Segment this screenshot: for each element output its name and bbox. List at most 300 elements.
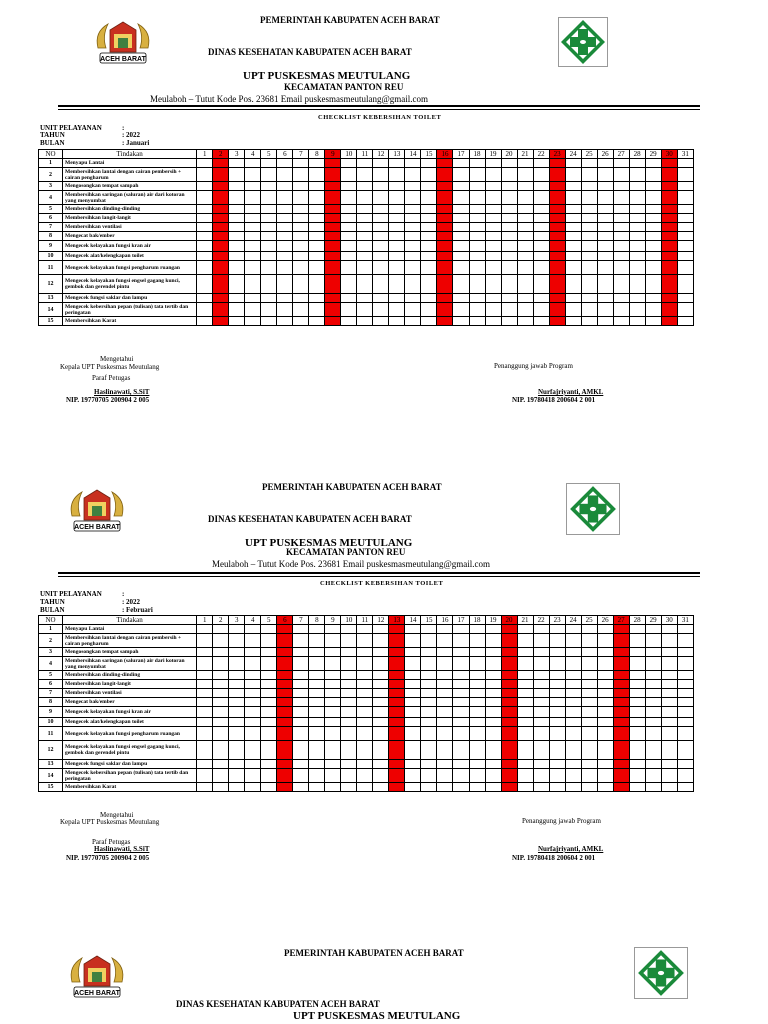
check-cell[interactable] [293, 671, 309, 680]
check-cell[interactable] [517, 275, 533, 294]
check-cell[interactable] [469, 689, 485, 698]
check-cell[interactable] [357, 727, 373, 741]
check-cell[interactable] [565, 741, 581, 760]
check-cell[interactable] [437, 294, 453, 303]
check-cell[interactable] [357, 214, 373, 223]
check-cell[interactable] [453, 191, 469, 205]
check-cell[interactable] [533, 625, 549, 634]
check-cell[interactable] [437, 168, 453, 182]
check-cell[interactable] [453, 698, 469, 707]
check-cell[interactable] [357, 634, 373, 648]
check-cell[interactable] [485, 232, 501, 241]
check-cell[interactable] [645, 727, 661, 741]
check-cell[interactable] [549, 741, 565, 760]
check-cell[interactable] [261, 625, 277, 634]
check-cell[interactable] [453, 634, 469, 648]
check-cell[interactable] [453, 680, 469, 689]
check-cell[interactable] [453, 671, 469, 680]
check-cell[interactable] [453, 232, 469, 241]
check-cell[interactable] [293, 159, 309, 168]
check-cell[interactable] [245, 698, 261, 707]
check-cell[interactable] [229, 159, 245, 168]
check-cell[interactable] [293, 657, 309, 671]
check-cell[interactable] [645, 625, 661, 634]
check-cell[interactable] [613, 698, 629, 707]
check-cell[interactable] [341, 223, 357, 232]
check-cell[interactable] [341, 317, 357, 326]
check-cell[interactable] [469, 741, 485, 760]
check-cell[interactable] [309, 634, 325, 648]
check-cell[interactable] [357, 689, 373, 698]
check-cell[interactable] [613, 760, 629, 769]
check-cell[interactable] [293, 689, 309, 698]
check-cell[interactable] [645, 741, 661, 760]
check-cell[interactable] [261, 275, 277, 294]
check-cell[interactable] [517, 168, 533, 182]
check-cell[interactable] [213, 252, 229, 261]
check-cell[interactable] [277, 648, 293, 657]
check-cell[interactable] [277, 680, 293, 689]
check-cell[interactable] [661, 718, 677, 727]
check-cell[interactable] [597, 689, 613, 698]
check-cell[interactable] [453, 205, 469, 214]
check-cell[interactable] [629, 191, 645, 205]
check-cell[interactable] [293, 648, 309, 657]
check-cell[interactable] [485, 261, 501, 275]
check-cell[interactable] [309, 294, 325, 303]
check-cell[interactable] [293, 698, 309, 707]
check-cell[interactable] [389, 214, 405, 223]
check-cell[interactable] [357, 648, 373, 657]
check-cell[interactable] [629, 680, 645, 689]
check-cell[interactable] [581, 698, 597, 707]
check-cell[interactable] [645, 689, 661, 698]
check-cell[interactable] [389, 689, 405, 698]
check-cell[interactable] [453, 741, 469, 760]
check-cell[interactable] [341, 648, 357, 657]
check-cell[interactable] [549, 303, 565, 317]
check-cell[interactable] [645, 294, 661, 303]
check-cell[interactable] [197, 634, 213, 648]
check-cell[interactable] [597, 223, 613, 232]
check-cell[interactable] [549, 657, 565, 671]
check-cell[interactable] [597, 625, 613, 634]
check-cell[interactable] [517, 241, 533, 252]
check-cell[interactable] [485, 727, 501, 741]
check-cell[interactable] [549, 191, 565, 205]
check-cell[interactable] [661, 261, 677, 275]
check-cell[interactable] [261, 648, 277, 657]
check-cell[interactable] [581, 317, 597, 326]
check-cell[interactable] [501, 275, 517, 294]
check-cell[interactable] [549, 783, 565, 792]
check-cell[interactable] [597, 648, 613, 657]
check-cell[interactable] [261, 223, 277, 232]
check-cell[interactable] [517, 252, 533, 261]
check-cell[interactable] [325, 317, 341, 326]
check-cell[interactable] [469, 657, 485, 671]
check-cell[interactable] [389, 159, 405, 168]
check-cell[interactable] [341, 252, 357, 261]
check-cell[interactable] [421, 671, 437, 680]
check-cell[interactable] [597, 727, 613, 741]
check-cell[interactable] [581, 657, 597, 671]
check-cell[interactable] [309, 707, 325, 718]
check-cell[interactable] [245, 671, 261, 680]
check-cell[interactable] [405, 769, 421, 783]
check-cell[interactable] [549, 182, 565, 191]
check-cell[interactable] [421, 261, 437, 275]
check-cell[interactable] [277, 760, 293, 769]
check-cell[interactable] [277, 223, 293, 232]
check-cell[interactable] [309, 698, 325, 707]
check-cell[interactable] [565, 625, 581, 634]
check-cell[interactable] [293, 252, 309, 261]
check-cell[interactable] [421, 168, 437, 182]
check-cell[interactable] [405, 727, 421, 741]
check-cell[interactable] [373, 182, 389, 191]
check-cell[interactable] [197, 718, 213, 727]
check-cell[interactable] [277, 252, 293, 261]
check-cell[interactable] [645, 680, 661, 689]
check-cell[interactable] [453, 214, 469, 223]
check-cell[interactable] [677, 261, 693, 275]
check-cell[interactable] [261, 261, 277, 275]
check-cell[interactable] [453, 769, 469, 783]
check-cell[interactable] [677, 159, 693, 168]
check-cell[interactable] [197, 191, 213, 205]
check-cell[interactable] [229, 680, 245, 689]
check-cell[interactable] [645, 159, 661, 168]
check-cell[interactable] [405, 241, 421, 252]
check-cell[interactable] [357, 182, 373, 191]
check-cell[interactable] [565, 680, 581, 689]
check-cell[interactable] [565, 168, 581, 182]
check-cell[interactable] [373, 168, 389, 182]
check-cell[interactable] [277, 634, 293, 648]
check-cell[interactable] [533, 783, 549, 792]
check-cell[interactable] [581, 718, 597, 727]
check-cell[interactable] [261, 205, 277, 214]
check-cell[interactable] [389, 303, 405, 317]
check-cell[interactable] [453, 159, 469, 168]
check-cell[interactable] [437, 205, 453, 214]
check-cell[interactable] [613, 223, 629, 232]
check-cell[interactable] [485, 689, 501, 698]
check-cell[interactable] [613, 741, 629, 760]
check-cell[interactable] [581, 261, 597, 275]
check-cell[interactable] [517, 261, 533, 275]
check-cell[interactable] [229, 671, 245, 680]
check-cell[interactable] [437, 760, 453, 769]
check-cell[interactable] [261, 317, 277, 326]
check-cell[interactable] [197, 182, 213, 191]
check-cell[interactable] [677, 741, 693, 760]
check-cell[interactable] [581, 294, 597, 303]
check-cell[interactable] [197, 275, 213, 294]
check-cell[interactable] [405, 159, 421, 168]
check-cell[interactable] [565, 205, 581, 214]
check-cell[interactable] [549, 261, 565, 275]
check-cell[interactable] [517, 671, 533, 680]
check-cell[interactable] [437, 232, 453, 241]
check-cell[interactable] [261, 718, 277, 727]
check-cell[interactable] [469, 760, 485, 769]
check-cell[interactable] [613, 689, 629, 698]
check-cell[interactable] [261, 294, 277, 303]
check-cell[interactable] [405, 223, 421, 232]
check-cell[interactable] [325, 303, 341, 317]
check-cell[interactable] [645, 205, 661, 214]
check-cell[interactable] [389, 727, 405, 741]
check-cell[interactable] [661, 182, 677, 191]
check-cell[interactable] [469, 205, 485, 214]
check-cell[interactable] [597, 191, 613, 205]
check-cell[interactable] [405, 634, 421, 648]
check-cell[interactable] [261, 159, 277, 168]
check-cell[interactable] [677, 648, 693, 657]
check-cell[interactable] [485, 294, 501, 303]
check-cell[interactable] [437, 689, 453, 698]
check-cell[interactable] [437, 769, 453, 783]
check-cell[interactable] [437, 317, 453, 326]
check-cell[interactable] [661, 214, 677, 223]
check-cell[interactable] [229, 223, 245, 232]
check-cell[interactable] [581, 232, 597, 241]
check-cell[interactable] [357, 718, 373, 727]
check-cell[interactable] [277, 294, 293, 303]
check-cell[interactable] [485, 769, 501, 783]
check-cell[interactable] [501, 760, 517, 769]
check-cell[interactable] [389, 680, 405, 689]
check-cell[interactable] [533, 657, 549, 671]
check-cell[interactable] [325, 261, 341, 275]
check-cell[interactable] [533, 252, 549, 261]
check-cell[interactable] [309, 727, 325, 741]
check-cell[interactable] [629, 294, 645, 303]
check-cell[interactable] [277, 241, 293, 252]
check-cell[interactable] [197, 232, 213, 241]
check-cell[interactable] [533, 671, 549, 680]
check-cell[interactable] [517, 634, 533, 648]
check-cell[interactable] [357, 205, 373, 214]
check-cell[interactable] [533, 205, 549, 214]
check-cell[interactable] [277, 205, 293, 214]
check-cell[interactable] [661, 769, 677, 783]
check-cell[interactable] [277, 718, 293, 727]
check-cell[interactable] [325, 741, 341, 760]
check-cell[interactable] [661, 783, 677, 792]
check-cell[interactable] [613, 294, 629, 303]
check-cell[interactable] [341, 718, 357, 727]
check-cell[interactable] [677, 680, 693, 689]
check-cell[interactable] [517, 191, 533, 205]
check-cell[interactable] [661, 625, 677, 634]
check-cell[interactable] [373, 294, 389, 303]
check-cell[interactable] [405, 317, 421, 326]
check-cell[interactable] [645, 261, 661, 275]
check-cell[interactable] [517, 718, 533, 727]
check-cell[interactable] [533, 648, 549, 657]
check-cell[interactable] [389, 783, 405, 792]
check-cell[interactable] [309, 182, 325, 191]
check-cell[interactable] [325, 718, 341, 727]
check-cell[interactable] [629, 182, 645, 191]
check-cell[interactable] [613, 680, 629, 689]
check-cell[interactable] [613, 182, 629, 191]
check-cell[interactable] [389, 769, 405, 783]
check-cell[interactable] [661, 159, 677, 168]
check-cell[interactable] [533, 698, 549, 707]
check-cell[interactable] [309, 191, 325, 205]
check-cell[interactable] [261, 232, 277, 241]
check-cell[interactable] [213, 689, 229, 698]
check-cell[interactable] [501, 168, 517, 182]
check-cell[interactable] [581, 223, 597, 232]
check-cell[interactable] [309, 657, 325, 671]
check-cell[interactable] [261, 769, 277, 783]
check-cell[interactable] [373, 689, 389, 698]
check-cell[interactable] [245, 205, 261, 214]
check-cell[interactable] [469, 625, 485, 634]
check-cell[interactable] [197, 648, 213, 657]
check-cell[interactable] [565, 783, 581, 792]
check-cell[interactable] [213, 783, 229, 792]
check-cell[interactable] [357, 159, 373, 168]
check-cell[interactable] [485, 252, 501, 261]
check-cell[interactable] [517, 182, 533, 191]
check-cell[interactable] [597, 680, 613, 689]
check-cell[interactable] [565, 634, 581, 648]
check-cell[interactable] [341, 182, 357, 191]
check-cell[interactable] [309, 689, 325, 698]
check-cell[interactable] [325, 760, 341, 769]
check-cell[interactable] [405, 232, 421, 241]
check-cell[interactable] [613, 727, 629, 741]
check-cell[interactable] [533, 223, 549, 232]
check-cell[interactable] [661, 232, 677, 241]
check-cell[interactable] [213, 671, 229, 680]
check-cell[interactable] [341, 769, 357, 783]
check-cell[interactable] [389, 760, 405, 769]
check-cell[interactable] [485, 214, 501, 223]
check-cell[interactable] [309, 760, 325, 769]
check-cell[interactable] [421, 698, 437, 707]
check-cell[interactable] [485, 634, 501, 648]
check-cell[interactable] [565, 232, 581, 241]
check-cell[interactable] [581, 303, 597, 317]
check-cell[interactable] [613, 634, 629, 648]
check-cell[interactable] [229, 727, 245, 741]
check-cell[interactable] [565, 648, 581, 657]
check-cell[interactable] [229, 191, 245, 205]
check-cell[interactable] [453, 783, 469, 792]
check-cell[interactable] [389, 648, 405, 657]
check-cell[interactable] [421, 634, 437, 648]
check-cell[interactable] [421, 769, 437, 783]
check-cell[interactable] [533, 214, 549, 223]
check-cell[interactable] [517, 205, 533, 214]
check-cell[interactable] [293, 223, 309, 232]
check-cell[interactable] [325, 232, 341, 241]
check-cell[interactable] [469, 214, 485, 223]
check-cell[interactable] [469, 191, 485, 205]
check-cell[interactable] [245, 648, 261, 657]
check-cell[interactable] [629, 261, 645, 275]
check-cell[interactable] [389, 191, 405, 205]
check-cell[interactable] [581, 275, 597, 294]
check-cell[interactable] [645, 168, 661, 182]
check-cell[interactable] [629, 317, 645, 326]
check-cell[interactable] [325, 275, 341, 294]
check-cell[interactable] [229, 168, 245, 182]
check-cell[interactable] [229, 634, 245, 648]
check-cell[interactable] [565, 760, 581, 769]
check-cell[interactable] [229, 657, 245, 671]
check-cell[interactable] [357, 191, 373, 205]
check-cell[interactable] [405, 648, 421, 657]
check-cell[interactable] [517, 760, 533, 769]
check-cell[interactable] [373, 657, 389, 671]
check-cell[interactable] [389, 275, 405, 294]
check-cell[interactable] [421, 275, 437, 294]
check-cell[interactable] [213, 760, 229, 769]
check-cell[interactable] [469, 159, 485, 168]
check-cell[interactable] [325, 205, 341, 214]
check-cell[interactable] [581, 769, 597, 783]
check-cell[interactable] [261, 671, 277, 680]
check-cell[interactable] [661, 698, 677, 707]
check-cell[interactable] [501, 689, 517, 698]
check-cell[interactable] [629, 741, 645, 760]
check-cell[interactable] [613, 232, 629, 241]
check-cell[interactable] [565, 707, 581, 718]
check-cell[interactable] [421, 303, 437, 317]
check-cell[interactable] [629, 303, 645, 317]
check-cell[interactable] [229, 261, 245, 275]
check-cell[interactable] [325, 783, 341, 792]
check-cell[interactable] [213, 657, 229, 671]
check-cell[interactable] [277, 168, 293, 182]
check-cell[interactable] [629, 634, 645, 648]
check-cell[interactable] [389, 718, 405, 727]
check-cell[interactable] [453, 648, 469, 657]
check-cell[interactable] [405, 168, 421, 182]
check-cell[interactable] [485, 657, 501, 671]
check-cell[interactable] [469, 783, 485, 792]
check-cell[interactable] [357, 783, 373, 792]
check-cell[interactable] [469, 317, 485, 326]
check-cell[interactable] [597, 168, 613, 182]
check-cell[interactable] [229, 769, 245, 783]
check-cell[interactable] [389, 205, 405, 214]
check-cell[interactable] [565, 252, 581, 261]
check-cell[interactable] [325, 657, 341, 671]
check-cell[interactable] [517, 625, 533, 634]
check-cell[interactable] [325, 252, 341, 261]
check-cell[interactable] [661, 727, 677, 741]
check-cell[interactable] [213, 698, 229, 707]
check-cell[interactable] [549, 671, 565, 680]
check-cell[interactable] [549, 707, 565, 718]
check-cell[interactable] [597, 317, 613, 326]
check-cell[interactable] [357, 760, 373, 769]
check-cell[interactable] [277, 698, 293, 707]
check-cell[interactable] [341, 232, 357, 241]
check-cell[interactable] [533, 191, 549, 205]
check-cell[interactable] [229, 760, 245, 769]
check-cell[interactable] [597, 232, 613, 241]
